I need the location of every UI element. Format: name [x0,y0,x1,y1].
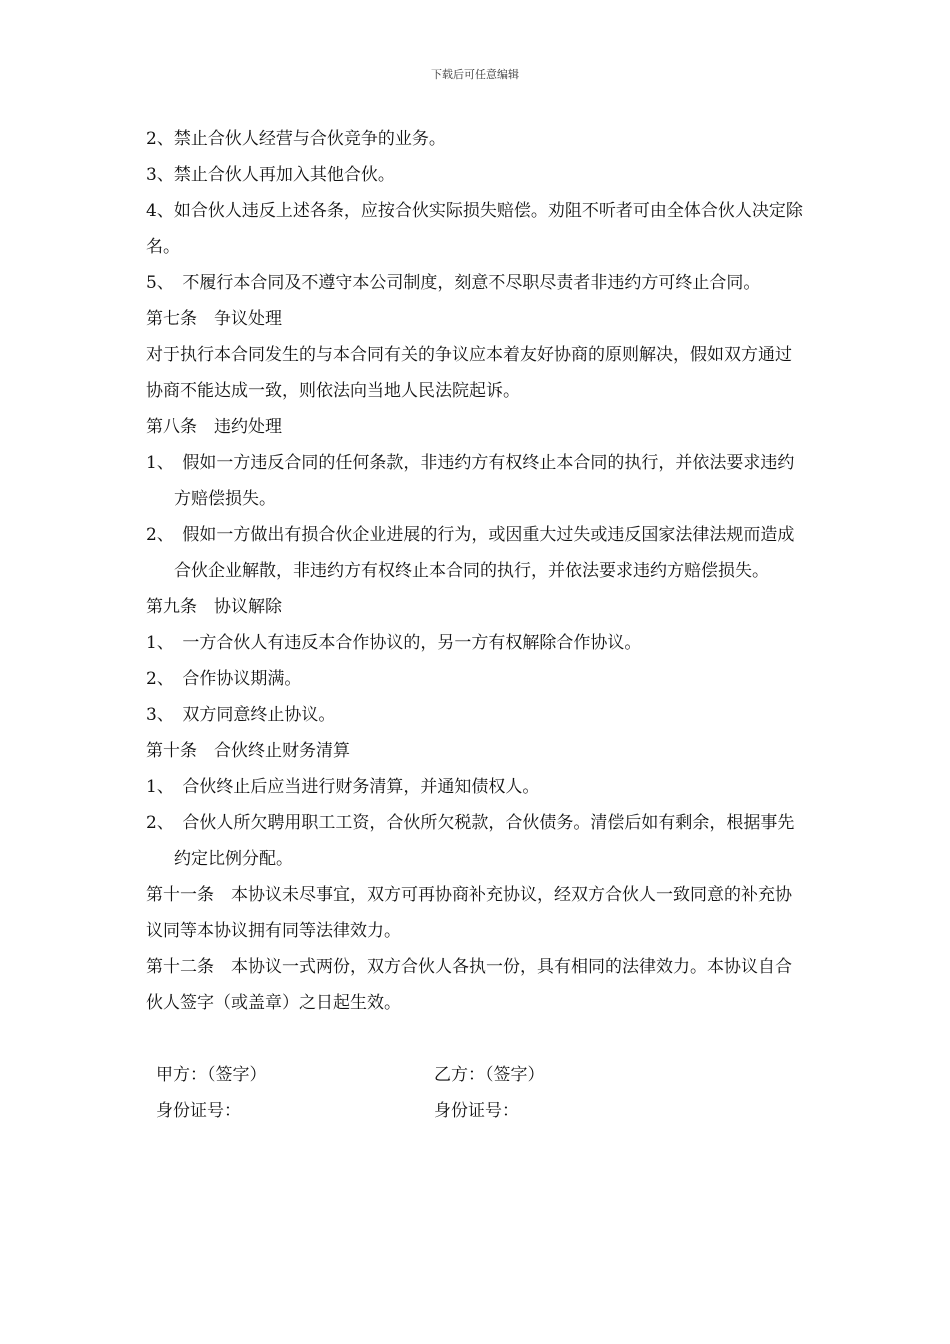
clause-line: 1、 一方合伙人有违反本合作协议的，另一方有权解除合作协议。 [146,633,642,653]
document-body [146,121,806,1129]
clause-line: 4、如合伙人违反上述各条，应按合伙实际损失赔偿。劝阻不听者可由全体合伙人决定除名。 [146,201,803,257]
clause-line: 3、禁止合伙人再加入其他合伙。 [146,165,395,185]
signature-row [146,1057,806,1093]
party-b-id: 身份证号： [434,1101,519,1121]
party-a-id: 身份证号： [156,1101,241,1121]
clause-line: 3、 双方同意终止协议。 [146,705,336,725]
page-header: 下载后可任意编辑 [431,68,519,81]
party-b-signature: 乙方：（签字） [434,1065,545,1085]
section-heading: 第七条 争议处理 [146,309,282,329]
clause-line: 2、 合作协议期满。 [146,669,302,689]
clause-line: 2、 假如一方做出有损合伙企业进展的行为，或因重大过失或违反国家法律法规而造成合伙企业解散，非违约方有权终止本合同的执行，并依法要求违约方赔偿损失。 [146,525,795,581]
clause-paragraph: 第十一条 本协议未尽事宜，双方可再协商补充协议，经双方合伙人一致同意的补充协议同等本协议拥有同等法律效力。 [146,885,792,941]
clause-line: 5、 不履行本合同及不遵守本公司制度，刻意不尽职尽责者非违约方可终止合同。 [146,273,761,293]
clause-paragraph: 对于执行本合同发生的与本合同有关的争议应本着友好协商的原则解决，假如双方通过协商不能达成一致，则依法向当地人民法院起诉。 [146,345,792,401]
spacer [146,1021,806,1057]
clause-line: 2、禁止合伙人经营与合伙竞争的业务。 [146,129,446,149]
section-heading: 第十条 合伙终止财务清算 [146,741,350,761]
clause-line: 1、 合伙终止后应当进行财务清算，并通知债权人。 [146,777,540,797]
clause-line: 2、 合伙人所欠聘用职工工资，合伙所欠税款，合伙债务。清偿后如有剩余，根据事先约定比例分配。 [146,813,795,869]
id-row [146,1093,806,1129]
party-a-signature: 甲方：（签字） [156,1065,267,1085]
clause-paragraph: 第十二条 本协议一式两份，双方合伙人各执一份，具有相同的法律效力。本协议自合伙人签字（或盖章）之日起生效。 [146,957,792,1013]
section-heading: 第八条 违约处理 [146,417,282,437]
section-heading: 第九条 协议解除 [146,597,282,617]
clause-line: 1、 假如一方违反合同的任何条款，非违约方有权终止本合同的执行，并依法要求违约方赔偿损失。 [146,453,795,509]
